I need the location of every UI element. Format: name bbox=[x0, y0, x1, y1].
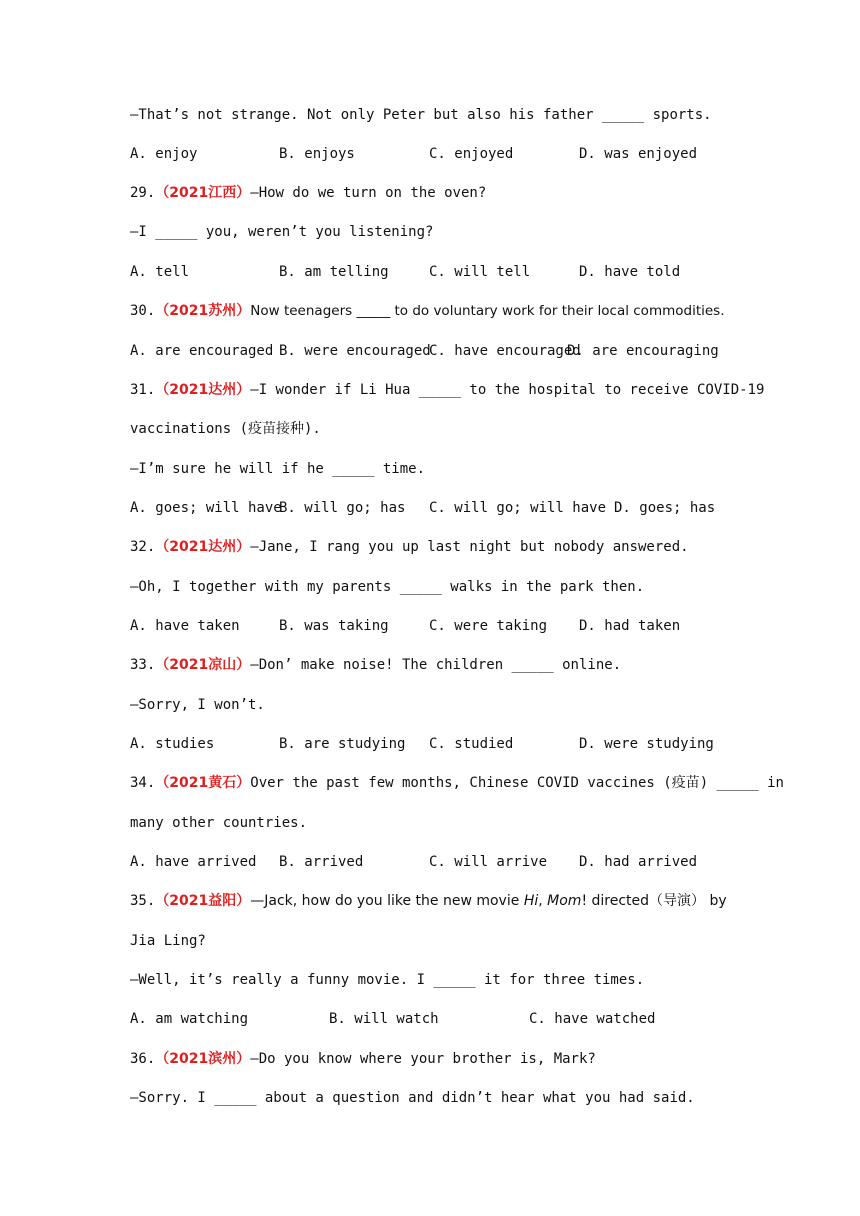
q32-option-c[interactable]: C. were taking bbox=[429, 618, 548, 634]
q35-movie-title-hi: Hi bbox=[523, 893, 539, 909]
q34-option-b[interactable]: B. arrived bbox=[279, 854, 364, 870]
q34-options bbox=[130, 852, 730, 972]
q33-option-d[interactable]: D. were studying bbox=[579, 736, 714, 752]
q31-question: —I wonder if Li Hua _____ to the hospital to receive COVID-19 bbox=[250, 382, 765, 398]
q34-number: 34. bbox=[130, 775, 156, 791]
q30-source-tag: （2021苏州） bbox=[155, 303, 251, 319]
q36-stem bbox=[130, 1049, 596, 1069]
q35-option-a[interactable]: A. am watching bbox=[130, 1011, 249, 1027]
q33-option-a[interactable]: A. studies bbox=[130, 736, 215, 752]
q29-number: 29. bbox=[130, 185, 156, 201]
q28-option-b[interactable]: B. enjoys bbox=[279, 146, 355, 162]
q33-stem bbox=[130, 655, 621, 675]
q32-option-d[interactable]: D. had taken bbox=[579, 618, 681, 634]
q35-movie-title-mom: Mom bbox=[547, 893, 582, 909]
q32-options bbox=[130, 616, 730, 736]
q29-option-d[interactable]: D. have told bbox=[579, 264, 681, 280]
q34-option-d[interactable]: D. had arrived bbox=[579, 854, 698, 870]
q30-options bbox=[130, 341, 730, 461]
q32-number: 32. bbox=[130, 539, 156, 555]
q36-source-tag: （2021滨州） bbox=[155, 1051, 251, 1067]
q33-source-tag: （2021凉山） bbox=[155, 657, 251, 673]
q30-number: 30. bbox=[130, 303, 156, 319]
q32-dialogue-line: —Oh, I together with my parents _____ walks in the park then. bbox=[130, 579, 645, 595]
q31-stem-continued: vaccinations (疫苗接种). bbox=[130, 421, 321, 437]
q32-question: —Jane, I rang you up last night but nobody answered. bbox=[250, 539, 689, 555]
q28-options bbox=[130, 144, 730, 264]
q31-option-c[interactable]: C. will go; will have bbox=[429, 500, 607, 516]
q35-question-comma: , bbox=[538, 893, 548, 909]
q33-option-b[interactable]: B. are studying bbox=[279, 736, 406, 752]
q31-dialogue-line: —I’m sure he will if he _____ time. bbox=[130, 461, 426, 477]
q29-question: —How do we turn on the oven? bbox=[250, 185, 487, 201]
q31-option-b[interactable]: B. will go; has bbox=[279, 500, 406, 516]
q36-number: 36. bbox=[130, 1051, 156, 1067]
q35-option-c[interactable]: C. have watched bbox=[529, 1011, 656, 1027]
q32-option-b[interactable]: B. was taking bbox=[279, 618, 389, 634]
q34-option-c[interactable]: C. will arrive bbox=[429, 854, 548, 870]
q30-question: Now teenagers _____ to do voluntary work for their local commodities. bbox=[250, 303, 725, 319]
q29-dialogue-line: —I _____ you, weren’t you listening? bbox=[130, 224, 434, 240]
q33-options bbox=[130, 734, 730, 854]
q35-stem-continued: Jia Ling? bbox=[130, 933, 206, 949]
q34-source-tag: （2021黄石） bbox=[155, 775, 251, 791]
q30-option-c[interactable]: C. have encouraged bbox=[429, 343, 581, 359]
q28-option-d[interactable]: D. was enjoyed bbox=[579, 146, 698, 162]
q34-option-a[interactable]: A. have arrived bbox=[130, 854, 257, 870]
q29-option-a[interactable]: A. tell bbox=[130, 264, 190, 280]
q28-option-c[interactable]: C. enjoyed bbox=[429, 146, 514, 162]
q36-question: —Do you know where your brother is, Mark? bbox=[250, 1051, 596, 1067]
q32-source-tag: （2021达州） bbox=[155, 539, 251, 555]
q35-question-tail: ! directed（导演） by bbox=[581, 893, 727, 909]
q34-stem bbox=[130, 773, 784, 793]
q30-option-b[interactable]: B. were encouraged bbox=[279, 343, 431, 359]
q31-number: 31. bbox=[130, 382, 156, 398]
q31-option-a[interactable]: A. goes; will have bbox=[130, 500, 282, 516]
q32-option-a[interactable]: A. have taken bbox=[130, 618, 240, 634]
q29-stem bbox=[130, 183, 486, 203]
q30-option-d[interactable]: D. are encouraging bbox=[567, 343, 719, 359]
q33-dialogue-line: —Sorry, I won’t. bbox=[130, 697, 265, 713]
q35-number: 35. bbox=[130, 893, 156, 909]
q35-stem bbox=[130, 891, 727, 911]
q31-stem bbox=[130, 380, 764, 400]
q33-option-c[interactable]: C. studied bbox=[429, 736, 514, 752]
q33-question: —Don’ make noise! The children _____ online. bbox=[250, 657, 622, 673]
q30-stem bbox=[130, 301, 725, 321]
q34-question: Over the past few months, Chinese COVID vaccines (疫苗) _____ in bbox=[250, 775, 784, 791]
q34-stem-continued: many other countries. bbox=[130, 815, 308, 831]
q31-option-d[interactable]: D. goes; has bbox=[614, 500, 716, 516]
q35-question-part: —Jack, how do you like the new movie bbox=[250, 893, 524, 909]
q29-source-tag: （2021江西） bbox=[155, 185, 251, 201]
q32-stem bbox=[130, 537, 689, 557]
q35-dialogue-line: —Well, it’s really a funny movie. I _____ it for three times. bbox=[130, 972, 645, 988]
q35-option-b[interactable]: B. will watch bbox=[329, 1011, 439, 1027]
q29-option-c[interactable]: C. will tell bbox=[429, 264, 531, 280]
q36-dialogue-line: —Sorry. I _____ about a question and didn’t hear what you had said. bbox=[130, 1090, 695, 1106]
q28-option-a[interactable]: A. enjoy bbox=[130, 146, 198, 162]
q35-source-tag: （2021益阳） bbox=[155, 893, 251, 909]
q29-option-b[interactable]: B. am telling bbox=[279, 264, 389, 280]
q28-dialogue-line: —That’s not strange. Not only Peter but also his father _____ sports. bbox=[130, 107, 712, 123]
q31-source-tag: （2021达州） bbox=[155, 382, 251, 398]
q33-number: 33. bbox=[130, 657, 156, 673]
q31-options bbox=[130, 498, 730, 618]
q30-option-a[interactable]: A. are encouraged bbox=[130, 343, 274, 359]
